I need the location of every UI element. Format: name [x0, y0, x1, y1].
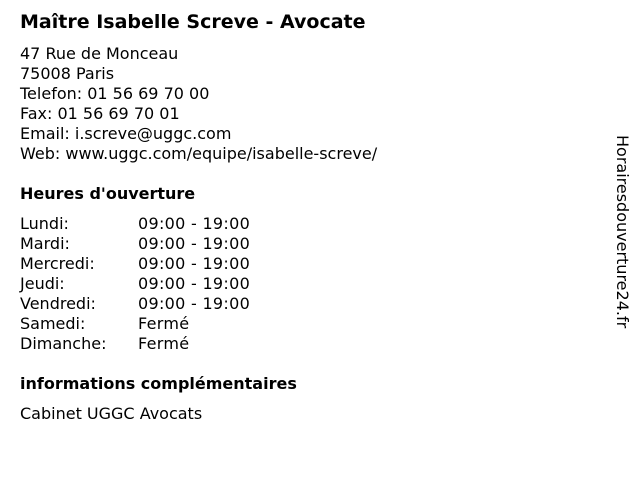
hours-time: 09:00 - 19:00	[138, 294, 251, 313]
hours-day: Mardi:	[20, 234, 70, 253]
hours-row-vendredi	[20, 294, 600, 314]
hours-time: Fermé	[138, 334, 190, 353]
city-address: 75008 Paris	[20, 64, 115, 83]
hours-row-samedi	[20, 314, 600, 334]
site-watermark: Horairesdouverture24.fr	[613, 135, 632, 329]
hours-row-lundi	[20, 214, 600, 234]
hours-day: Lundi:	[20, 214, 69, 233]
info-heading: informations complémentaires	[20, 374, 297, 393]
hours-time: Fermé	[138, 314, 190, 333]
hours-day: Mercredi:	[20, 254, 95, 273]
website-address: Web: www.uggc.com/equipe/isabelle-screve/	[20, 144, 378, 163]
hours-row-mercredi	[20, 254, 600, 274]
info-text: Cabinet UGGC Avocats	[20, 404, 203, 423]
hours-time: 09:00 - 19:00	[138, 274, 251, 293]
business-title: Maître Isabelle Screve - Avocate	[20, 11, 366, 33]
fax-number: Fax: 01 56 69 70 01	[20, 104, 180, 123]
hours-day: Samedi:	[20, 314, 86, 333]
hours-time: 09:00 - 19:00	[138, 254, 251, 273]
phone-number: Telefon: 01 56 69 70 00	[20, 84, 210, 103]
business-card	[20, 10, 600, 424]
hours-day: Dimanche:	[20, 334, 107, 353]
hours-time: 09:00 - 19:00	[138, 234, 251, 253]
hours-day: Vendredi:	[20, 294, 96, 313]
hours-heading: Heures d'ouverture	[20, 184, 196, 203]
hours-row-dimanche	[20, 334, 600, 354]
hours-day: Jeudi:	[20, 274, 65, 293]
email-address: Email: i.screve@uggc.com	[20, 124, 232, 143]
contact-block	[20, 44, 600, 164]
hours-row-jeudi	[20, 274, 600, 294]
hours-table	[20, 214, 600, 354]
hours-time: 09:00 - 19:00	[138, 214, 251, 233]
street-address: 47 Rue de Monceau	[20, 44, 179, 63]
hours-row-mardi	[20, 234, 600, 254]
